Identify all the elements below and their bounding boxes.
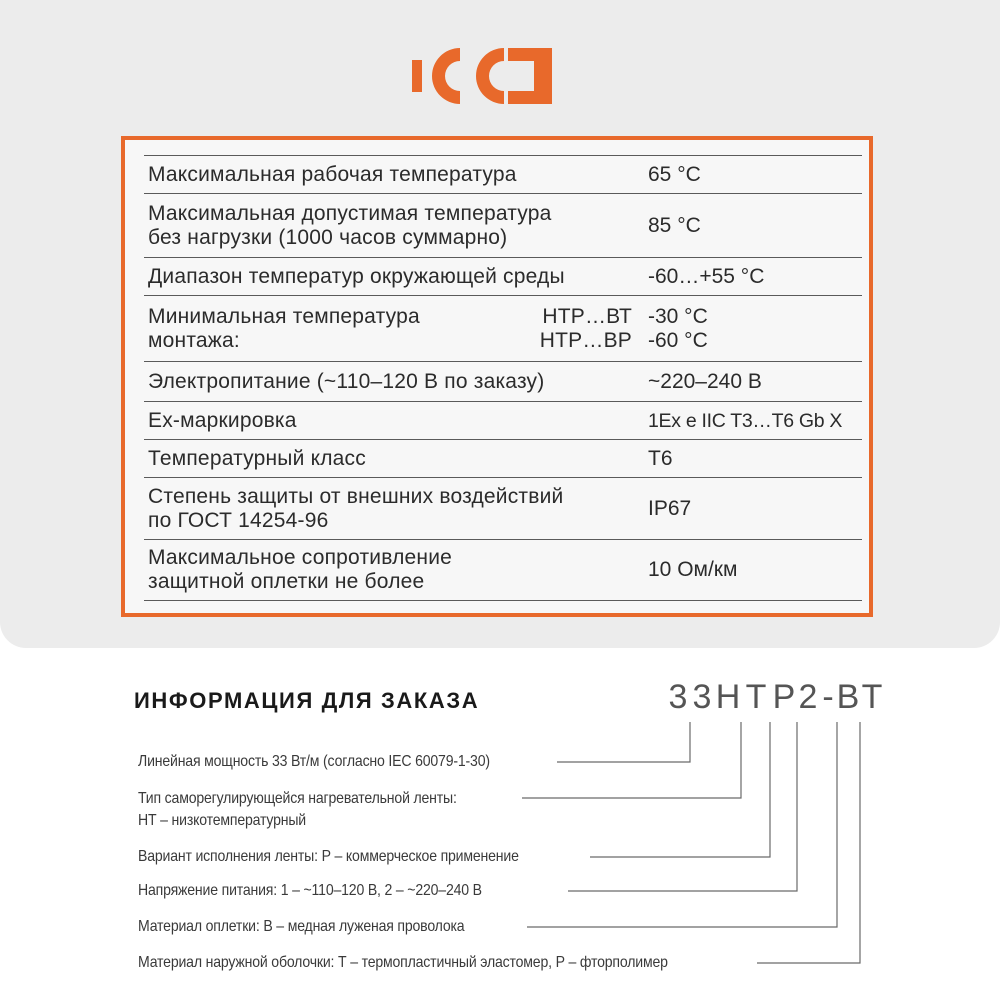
spec-label-line: Максимальная допустимая температура	[148, 202, 552, 225]
spec-label-line: защитной оплетки не более	[148, 570, 425, 593]
spec-value	[648, 156, 862, 194]
spec-label-line: Электропитание (~110–120 В по заказу)	[148, 370, 545, 393]
spec-label-line: Ex-маркировка	[148, 409, 297, 432]
spec-label	[148, 478, 638, 540]
spec-value	[648, 440, 862, 478]
spec-value	[648, 402, 862, 440]
spec-value	[648, 258, 862, 296]
leader-line	[522, 722, 741, 798]
ordering-title: ИНФОРМАЦИЯ ДЛЯ ЗАКАЗА	[134, 688, 480, 713]
spec-value-line: 1Ex e IIC T3…T6 Gb X	[648, 410, 843, 432]
spec-label	[148, 258, 638, 296]
spec-value-line: -60…+55 °C	[648, 265, 765, 288]
spec-label-line: Максимальное сопротивление	[148, 546, 453, 569]
spec-label-line: без нагрузки (1000 часов суммарно)	[148, 226, 508, 249]
cci-logo	[412, 42, 554, 110]
product-code	[668, 678, 883, 722]
order-item-line: Линейная мощность 33 Вт/м (согласно IEC 60079-1-30)	[138, 753, 490, 770]
spec-label-variant: НТР…ВТ	[542, 305, 632, 328]
spec-row	[144, 155, 862, 194]
leader-line	[557, 722, 690, 762]
order-item-line: Тип саморегулирующейся нагревательной ленты:	[138, 790, 457, 807]
leader-line	[568, 722, 797, 891]
spec-label-line: Температурный класс	[148, 447, 366, 470]
code-character: 3	[692, 678, 712, 716]
spec-label	[148, 402, 638, 440]
spec-label	[148, 156, 638, 194]
spec-label-line: по ГОСТ 14254-96	[148, 509, 329, 532]
order-item	[138, 916, 464, 938]
order-item-line: НТ – низкотемпературный	[138, 812, 307, 829]
code-character: Р	[772, 678, 796, 716]
order-item	[138, 788, 457, 832]
spec-label	[148, 296, 638, 362]
spec-value-line: -30 °C	[648, 305, 708, 328]
spec-label-variant: НТР…ВР	[539, 329, 632, 352]
spec-row	[144, 361, 862, 402]
code-character: 3	[668, 678, 688, 716]
spec-value-line: 65 °C	[648, 163, 701, 186]
spec-value-line: 10 Ом/км	[648, 558, 738, 581]
spec-label	[148, 540, 638, 600]
leader-line	[757, 722, 860, 963]
order-item	[138, 751, 490, 773]
code-character: 2	[798, 678, 818, 716]
order-item-line: Вариант исполнения ленты: Р – коммерческое применение	[138, 848, 519, 865]
code-character: В	[836, 678, 860, 716]
spec-value	[648, 296, 862, 362]
leader-line	[590, 722, 770, 857]
spec-label	[148, 194, 638, 258]
spec-label-text: Минимальная температура	[148, 305, 420, 328]
order-item	[138, 880, 482, 902]
order-item-line: Материал оплетки: В – медная луженая проволока	[138, 918, 465, 935]
order-item-line: Напряжение питания: 1 – ~110–120 В, 2 – ~220–240 В	[138, 882, 482, 899]
spec-value-line: IP67	[648, 497, 692, 520]
spec-value-line: ~220–240 В	[648, 370, 762, 393]
code-character: Н	[715, 678, 741, 716]
spec-row	[144, 193, 862, 258]
spec-row	[144, 539, 862, 601]
spec-row	[144, 401, 862, 440]
spec-label-line: Степень защиты от внешних воздействий	[148, 485, 564, 508]
code-separator: -	[822, 678, 834, 716]
order-item-line: Материал наружной оболочки: Т – термопластичный эластомер, Р – фторполимер	[138, 954, 668, 971]
spec-label-line: Максимальная рабочая температура	[148, 163, 517, 186]
spec-label-text: монтажа:	[148, 329, 240, 352]
spec-row	[144, 477, 862, 540]
code-character: Т	[861, 678, 883, 716]
spec-value	[648, 478, 862, 540]
spec-row	[144, 439, 862, 478]
order-item	[138, 952, 668, 974]
spec-row	[144, 257, 862, 296]
spec-value	[648, 194, 862, 258]
spec-label	[148, 362, 638, 402]
spec-value	[648, 540, 862, 600]
spec-value-line: T6	[648, 447, 673, 470]
order-item	[138, 846, 519, 868]
leader-line	[527, 722, 837, 927]
spec-label	[148, 440, 638, 478]
spec-row	[144, 295, 862, 362]
spec-table	[121, 136, 873, 617]
code-character: Т	[745, 678, 767, 716]
spec-value-line: 85 °C	[648, 214, 701, 237]
spec-value-line: -60 °C	[648, 329, 708, 352]
spec-label-line: Диапазон температур окружающей среды	[148, 265, 565, 288]
spec-value	[648, 362, 862, 402]
